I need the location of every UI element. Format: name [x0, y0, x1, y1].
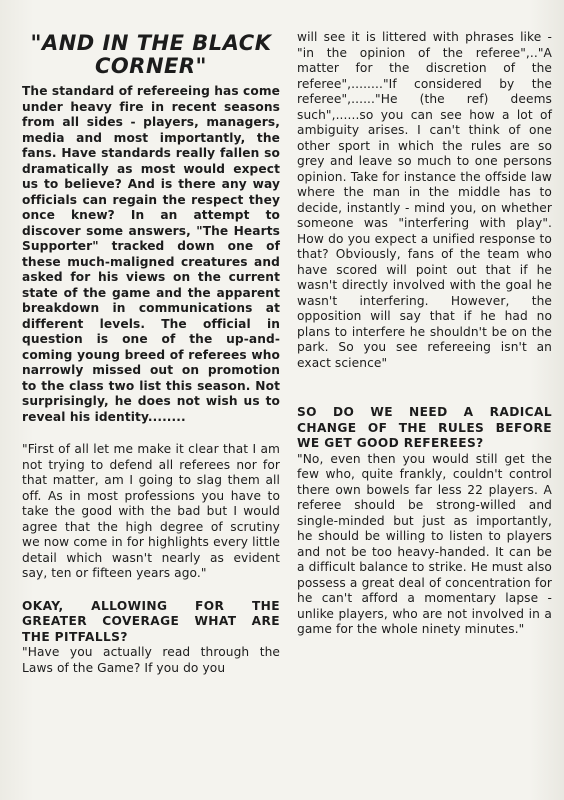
answer-paragraph-1: "First of all let me make it clear that I am not trying to defend all referees nor for that matter, am I going to slag them all off. As in most professions you have to take the good with the bad but I would agree that the high degree of scrutiny we now come in for highlights every little detail which wasn't nearly as evident say, ten or fifteen years ago." — [22, 442, 280, 580]
answer-paragraph-2-continued: will see it is littered with phrases like - "in the opinion of the referee",.."A matter for the discretion of the referee",........"If considered by the referee",......"He (the ref) deems such",......so you can see how a lot of ambiguity arises. I can't think of one other sport in which the rules are so grey and leave so much to one persons opinion. Take for instance the offside law where the man in the middle has to decide, instantly - mind you, on whether someone was "interfering with play". How do you expect a unified response to that? Obviously, fans of the team who have scored will point out that if he wasn't directly involved with the goal he wasn't interfering. However, the opposition will say that if he had no plans to interfere he shouldn't be on the park. So you see refereeing isn't an exact science" — [297, 30, 552, 370]
left-column — [22, 30, 280, 676]
article-intro: The standard of refereeing has come under heavy fire in recent seasons from all sides - players, managers, media and most importantly, the fans. Have standards really fallen so dramatically as most would expect us to believe? And is there any way officials can regain the respect they once knew? In an attempt to discover some answers, "The Hearts Supporter" tracked down one of these much-maligned creatures and asked for his views on the current state of the game and the apparent breakdown in communications at different levels. The official in question is one of the up-and-coming young breed of referees who narrowly missed out on promotion to the class two list this season. Not surprisingly, he does not wish us to reveal his identity........ — [22, 84, 280, 424]
article-title: "AND IN THE BLACK CORNER" — [30, 31, 272, 78]
answer-paragraph-3: "No, even then you would still get the few who, quite frankly, couldn't control there own bowels far less 22 players. A referee should be strong-willed and single-minded but just as importantly, he should be willing to listen to players and not be too heavy-handed. It can be a difficult balance to strike. He must also possess a great deal of concentration for he can't afford a momentary lapse - unlike players, who are not involved in a game for the whole ninety minutes." — [297, 451, 552, 636]
question-heading-3: SO DO WE NEED A RADICAL CHANGE OF THE RULES BEFORE WE GET GOOD REFEREES? — [297, 405, 552, 450]
right-column — [297, 30, 552, 638]
question-heading-2: OKAY, ALLOWING FOR THE GREATER COVERAGE WHAT ARE THE PITFALLS? — [22, 598, 280, 644]
answer-paragraph-2-start: "Have you actually read through the Laws of the Game? If you do you — [22, 645, 280, 675]
